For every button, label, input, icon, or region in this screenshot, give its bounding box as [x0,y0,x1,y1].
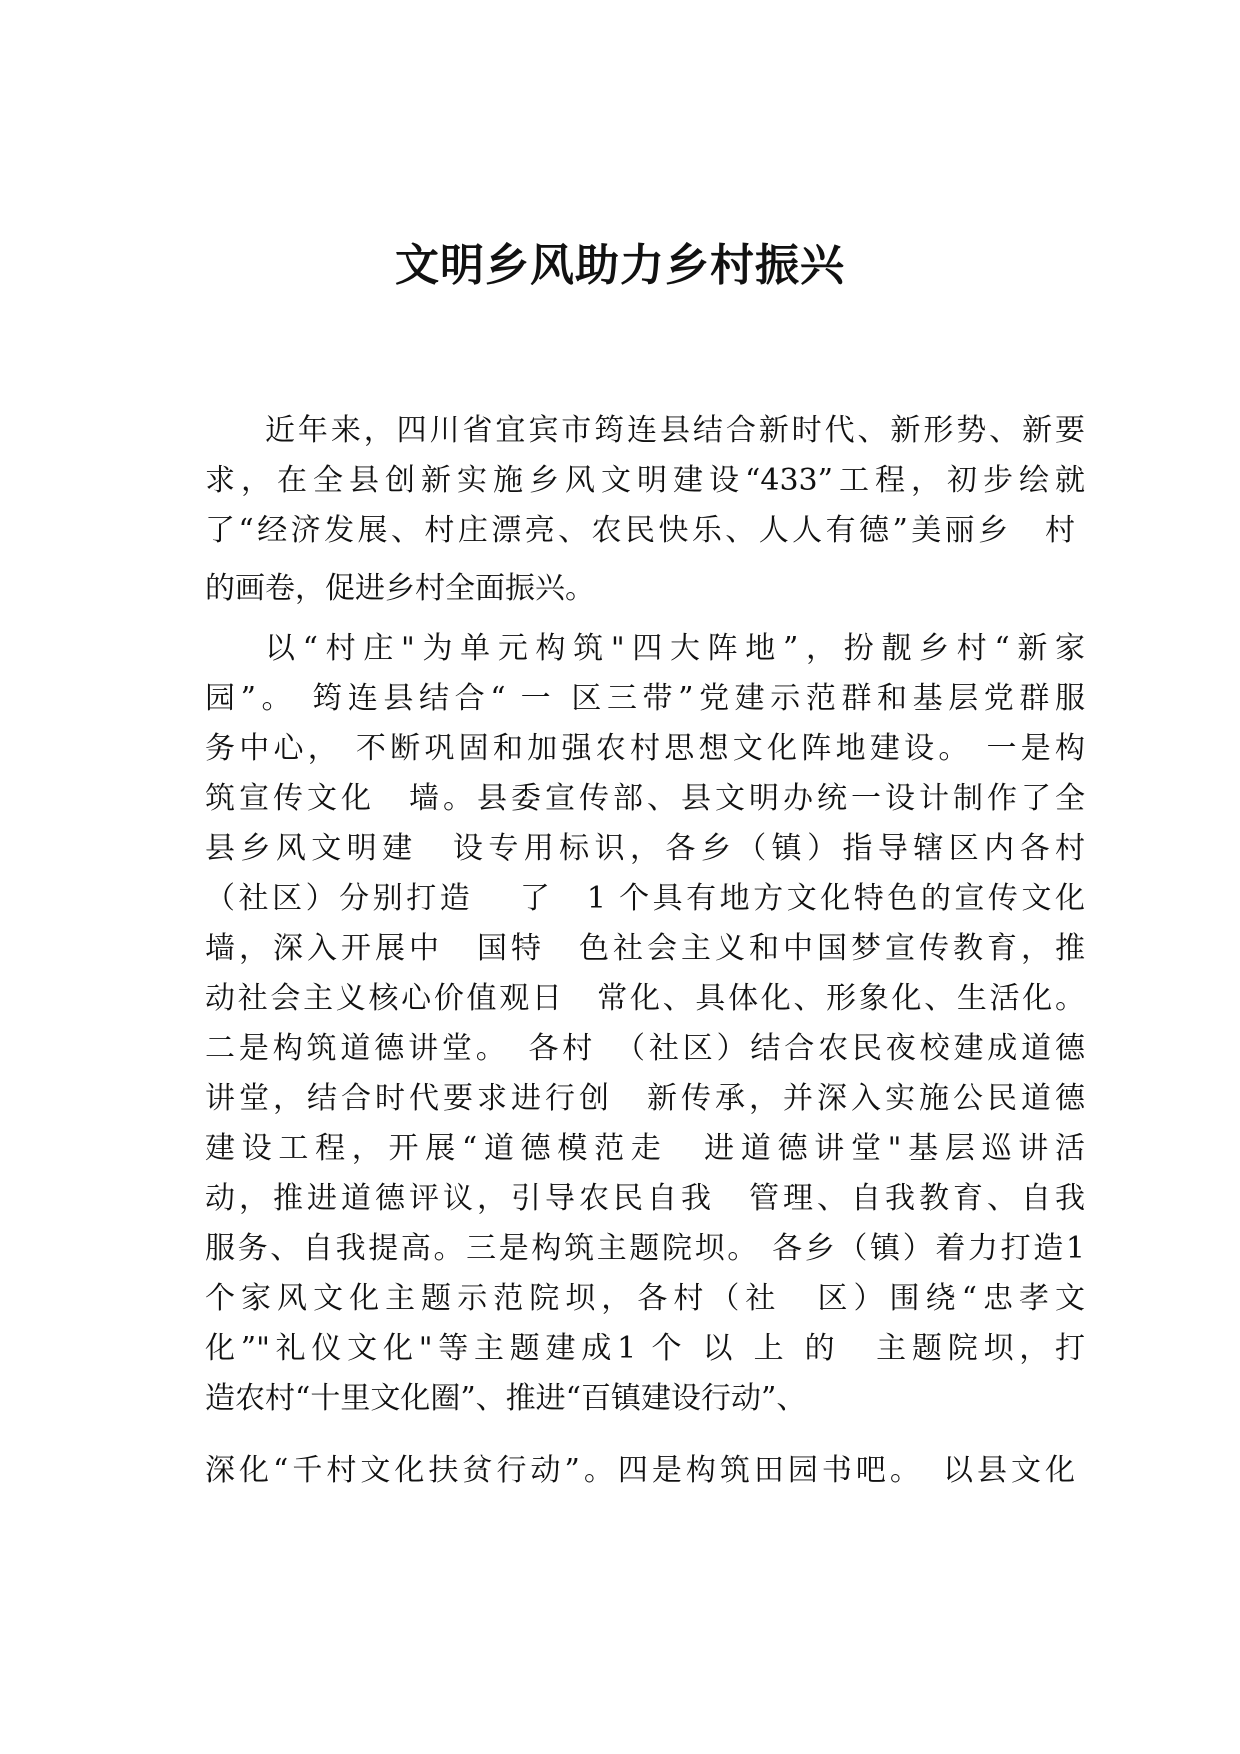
paragraph-2-line-1: 以“村庄"为单元构筑"四大阵地”，扮靓乡村“新家 [265,631,1085,666]
paragraph-2-line-13: 服务、自我提高。三是构筑主题院坝。 各乡（镇）着力打造1 [205,1231,1085,1266]
paragraph-2-line-10: 讲堂，结合时代要求进行创 新传承，并深入实施公民道德 [205,1081,1085,1116]
paragraph-2-line-14: 个家风文化主题示范院坝，各村（社 区）围绕“忠孝文 [205,1281,1085,1316]
paragraph-1-line-1: 近年来，四川省宜宾市筠连县结合新时代、新形势、新要 [265,413,1085,448]
paragraph-2-line-12: 动，推进道德评议，引导农民自我 管理、自我教育、自我 [205,1181,1085,1216]
paragraph-2-line-17: 深化“千村文化扶贫行动”。四是构筑田园书吧。 以县文化 [205,1453,1075,1488]
paragraph-2-line-11: 建设工程，开展“道德模范走 进道德讲堂"基层巡讲活 [205,1131,1085,1166]
paragraph-2-line-4: 筑宣传文化 墙。县委宣传部、县文明办统一设计制作了全 [205,781,1085,816]
paragraph-2-line-15: 化”"礼仪文化"等主题建成1 个 以 上 的 主题院坝，打 [205,1331,1085,1366]
paragraph-1-line-3: 了“经济发展、村庄漂亮、农民快乐、人人有德”美丽乡 村 [205,513,1075,548]
paragraph-2-line-6: （社区）分别打造 了 1 个具有地方文化特色的宣传文化 [205,881,1085,916]
paragraph-1-line-4: 的画卷，促进乡村全面振兴。 [205,571,595,606]
paragraph-2-line-16: 造农村“十里文化圈”、推进“百镇建设行动”、 [205,1381,807,1416]
document-title: 文明乡风助力乡村振兴 [395,240,845,291]
paragraph-2-line-2: 园”。 筠连县结合“ 一 区三带”党建示范群和基层党群服 [205,681,1085,716]
paragraph-2-line-8: 动社会主义核心价值观日 常化、具体化、形象化、生活化。 [205,981,1085,1016]
paragraph-2-line-5: 县乡风文明建 设专用标识，各乡（镇）指导辖区内各村 [205,831,1085,866]
paragraph-2-line-3: 务中心， 不断巩固和加强农村思想文化阵地建设。 一是构 [205,731,1085,766]
paragraph-2-line-7: 墙，深入开展中 国特 色社会主义和中国梦宣传教育，推 [205,931,1085,966]
paragraph-1-line-2: 求，在全县创新实施乡风文明建设“433”工程，初步绘就 [205,463,1085,498]
paragraph-2-line-9: 二是构筑道德讲堂。 各村 （社区）结合农民夜校建成道德 [205,1031,1085,1066]
